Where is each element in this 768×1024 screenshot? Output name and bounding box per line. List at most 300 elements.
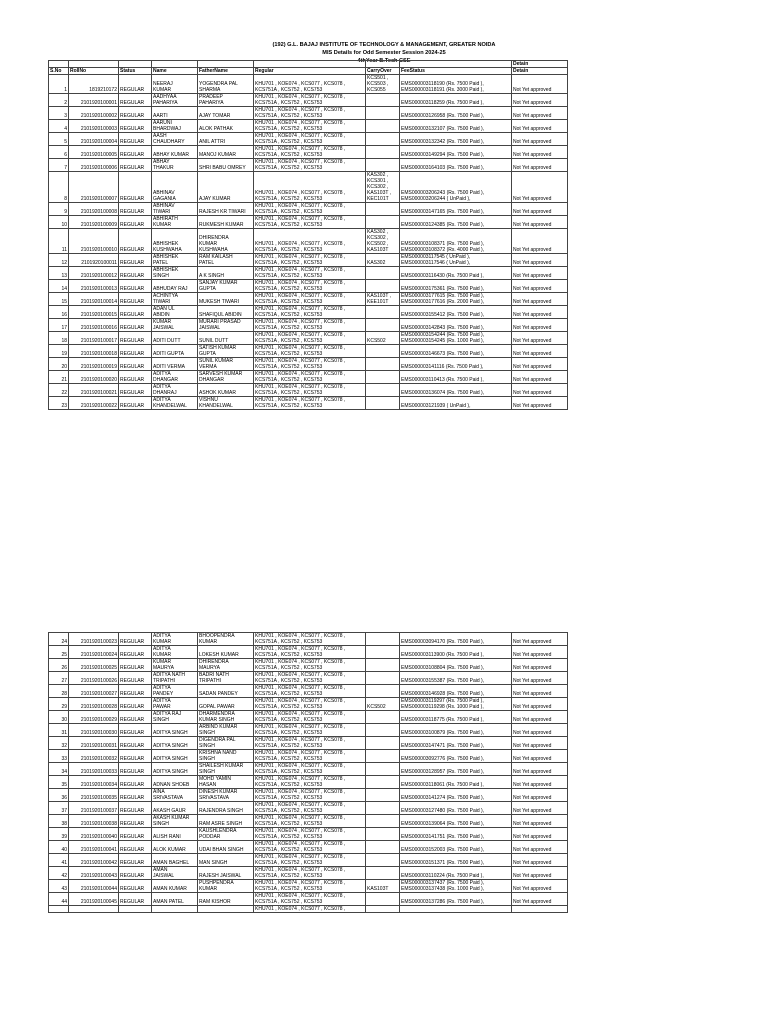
row-detain-status: Not Yet approved [512,685,568,698]
row-rollno: 2101920100031 [69,737,119,750]
row-father-name: ALOK PATHAK [198,120,254,133]
row-regular-subjects: KHU701 , KOE074 , KCS077 , KCS078 , KCS751A , KCS752 , KCS753 [254,763,366,776]
row-detain-status: Not Yet approved [512,750,568,763]
row-rollno: 2101920100032 [69,750,119,763]
row-status: REGULAR [119,120,152,133]
row-regular-subjects: KHU701 , KOE074 , KCS077 , KCS078 , KCS751A , KCS752 , KCS753 [254,633,366,646]
row-regular-subjects: KHU701 , KOE074 , KCS077 , KCS078 , KCS751A , KCS752 , KCS753 [254,172,366,203]
table-row [49,776,568,789]
row-carryover [366,146,400,159]
row-status: REGULAR [119,685,152,698]
row-carryover [366,397,400,410]
row-sno: 38 [49,815,69,828]
row-regular-subjects: KHU701 , KOE074 , KCS077 , KCS078 , KCS751A , KCS752 , KCS753 [254,306,366,319]
row-name: ABHAY KUMAR [152,146,198,159]
row-fee-status: EMS000003118061 (Rs. 7500 Paid ), [400,776,512,789]
row-sno: 10 [49,216,69,229]
table-row [49,345,568,358]
row-father-name: RAJESH KR TIWARI [198,203,254,216]
row-regular-subjects: KHU701 , KOE074 , KCS077 , KCS078 , KCS751A , KCS752 , KCS753 [254,672,366,685]
row-carryover [366,280,400,293]
row-name: ABHISHEK KUSHWAHA [152,229,198,254]
row-father-name: MANOJ KUMAR [198,146,254,159]
row-sno: 24 [49,633,69,646]
row-regular-subjects: KHU701 , KOE074 , KCS077 , KCS078 , KCS751A , KCS752 , KCS753 [254,267,366,280]
row-sno: 26 [49,659,69,672]
table-row [49,146,568,159]
row-fee-status: EMS000003132107 (Rs. 7500 Paid ), [400,120,512,133]
row-detain-status: Not Yet approved [512,867,568,880]
row-rollno: 2101920100013 [69,280,119,293]
row-carryover [366,841,400,854]
row-status: REGULAR [119,841,152,854]
row-carryover: KAS103T , KEE101T [366,293,400,306]
table-row [49,854,568,867]
row-father-name: PUSHPENDRA KUMAR [198,880,254,893]
row-fee-status: EMS000003146928 (Rs. 7500 Paid ), [400,685,512,698]
row-name: KUMAR JAISWAL [152,319,198,332]
row-carryover: KAS302 [366,254,400,267]
row-regular-subjects: KHU701 , KOE074 , KCS077 , KCS078 , KCS751A , KCS752 , KCS753 [254,397,366,410]
row-rollno [69,906,119,913]
row-name: ADITYA KUMAR [152,646,198,659]
row-detain-status: Not Yet approved [512,216,568,229]
student-table-page-1 [48,60,568,410]
row-father-name: SADAN PANDEY [198,685,254,698]
row-rollno: 2101920100006 [69,159,119,172]
row-name [152,906,198,913]
row-status: REGULAR [119,854,152,867]
row-status: REGULAR [119,267,152,280]
row-carryover [366,867,400,880]
col-detain-top: Detain [512,61,568,68]
row-detain-status: Not Yet approved [512,854,568,867]
row-father-name: SHAILESH KUMAR SINGH [198,763,254,776]
row-sno: 32 [49,737,69,750]
row-status: REGULAR [119,159,152,172]
table-row [49,75,568,94]
row-fee-status: EMS000003119297 (Rs. 7500 Paid ), EMS000003119298 (Rs. 1000 Paid ), [400,698,512,711]
table-row [49,358,568,371]
row-detain-status: Not Yet approved [512,776,568,789]
row-regular-subjects: KHU701 , KOE074 , KCS077 , KCS078 , KCS751A , KCS752 , KCS753 [254,371,366,384]
row-father-name: DINESH KUMAR SRIVASTAVA [198,789,254,802]
row-status: REGULAR [119,203,152,216]
row-detain-status: Not Yet approved [512,293,568,306]
row-father-name: RAM KAILASH PATEL [198,254,254,267]
row-name: ADITYA SINGH [152,724,198,737]
table-row [49,711,568,724]
row-fee-status: EMS000003139064 (Rs. 7500 Paid ), [400,815,512,828]
table-row [49,906,568,913]
row-detain-status: Not Yet approved [512,880,568,893]
row-status: REGULAR [119,867,152,880]
row-sno: 41 [49,854,69,867]
row-sno: 31 [49,724,69,737]
row-father-name: DHARMENDRA KUMAR SINGH [198,711,254,724]
row-name: ABHISHEK PATEL [152,254,198,267]
row-carryover [366,267,400,280]
row-fee-status: EMS000003177615 (Rs. 7500 Paid ), EMS000003177616 (Rs. 2000 Paid ), [400,293,512,306]
row-status: REGULAR [119,384,152,397]
row-father-name: SUNIL KUMAR VERMA [198,358,254,371]
row-regular-subjects: KHU701 , KOE074 , KCS077 , KCS078 , KCS751A , KCS752 , KCS753 [254,332,366,345]
row-sno: 44 [49,893,69,906]
row-sno: 37 [49,802,69,815]
row-father-name: RAJENDRA SINGH [198,802,254,815]
row-rollno: 2101920100018 [69,345,119,358]
row-status: REGULAR [119,332,152,345]
table-row [49,306,568,319]
row-fee-status: EMS000003110224 (Rs. 7500 Paid ), [400,867,512,880]
row-rollno: 2101920100045 [69,893,119,906]
row-detain-status: Not Yet approved [512,254,568,267]
row-regular-subjects: KHU701 , KOE074 , KCS077 , KCS078 , KCS751A , KCS752 , KCS753 [254,802,366,815]
report-subtitle: MIS Details for Odd Semester Session 2024-25 [322,50,446,56]
row-detain-status: Not Yet approved [512,332,568,345]
table-row [49,659,568,672]
row-name: AKASH KUMAR SINGH [152,815,198,828]
row-regular-subjects: KHU701 , KOE074 , KCS077 , KCS078 , KCS751A , KCS752 , KCS753 [254,750,366,763]
row-name: ABHAY THAKUR [152,159,198,172]
row-carryover [366,789,400,802]
row-fee-status: EMS000003141274 (Rs. 7500 Paid ), [400,789,512,802]
row-sno: 14 [49,280,69,293]
row-detain-status: Not Yet approved [512,698,568,711]
row-name: ADITI DUTT [152,332,198,345]
row-regular-subjects: KHU701 , KOE074 , KCS077 , KCS078 , KCS751A , KCS752 , KCS753 [254,711,366,724]
row-regular-subjects: KHU701 , KOE074 , KCS077 , KCS078 , KCS751A , KCS752 , KCS753 [254,133,366,146]
row-regular-subjects: KHU701 , KOE074 , KCS077 , KCS078 , [254,906,366,913]
table-row [49,203,568,216]
row-fee-status: EMS000003121939 ( UnPaid ), [400,397,512,410]
row-name: AMAN BAGHEL [152,854,198,867]
col-rollno: RollNo [69,68,119,75]
row-carryover [366,216,400,229]
table-row [49,293,568,306]
row-fee-status: EMS000003142843 (Rs. 7500 Paid ), [400,319,512,332]
row-sno [49,906,69,913]
row-name: ABHINAV GAGANIA [152,172,198,203]
row-regular-subjects: KHU701 , KOE074 , KCS077 , KCS078 , KCS751A , KCS752 , KCS753 [254,345,366,358]
row-status: REGULAR [119,345,152,358]
row-detain-status: Not Yet approved [512,267,568,280]
row-status: REGULAR [119,133,152,146]
row-status: REGULAR [119,828,152,841]
table-row [49,828,568,841]
row-rollno: 1819210172 [69,75,119,94]
row-fee-status: EMS000003118775 (Rs. 7500 Paid ), [400,711,512,724]
row-name: ADITYA SINGH [152,763,198,776]
row-fee-status [400,906,512,913]
row-father-name: RAJESH JAISWAL [198,867,254,880]
row-sno: 15 [49,293,69,306]
row-fee-status: EMS000003118190 (Rs. 7500 Paid ), EMS000003118191 (Rs. 3000 Paid ), [400,75,512,94]
table-row [49,737,568,750]
row-fee-status: EMS000003137437 (Rs. 7500 Paid ), EMS000003137438 (Rs. 1000 Paid ), [400,880,512,893]
row-fee-status: EMS000003094170 (Rs. 7500 Paid ), [400,633,512,646]
row-carryover [366,685,400,698]
row-carryover [366,776,400,789]
row-detain-status: Not Yet approved [512,229,568,254]
row-fee-status: EMS000003151371 (Rs. 7500 Paid ), [400,854,512,867]
row-detain-status: Not Yet approved [512,633,568,646]
row-rollno: 2101920100015 [69,306,119,319]
row-name: ADITYA PANDEY [152,685,198,698]
table-row [49,685,568,698]
row-rollno: 2101920100025 [69,659,119,672]
row-sno: 35 [49,776,69,789]
row-carryover: KAS302 , KCS301 , KCS302 , KAS103T , KEC101T [366,172,400,203]
row-detain-status: Not Yet approved [512,133,568,146]
row-name: ABHISHEK SINGH [152,267,198,280]
row-father-name: SUNIL DUTT [198,332,254,345]
col-detain: Detain [512,68,568,75]
row-father-name: SARVESH KUMAR DHANGAR [198,371,254,384]
row-carryover [366,672,400,685]
row-detain-status: Not Yet approved [512,763,568,776]
row-regular-subjects: KHU701 , KOE074 , KCS077 , KCS078 , KCS751A , KCS752 , KCS753 [254,776,366,789]
row-rollno: 2101920100033 [69,763,119,776]
row-name: AADHYAA PAHARIYA [152,94,198,107]
row-regular-subjects: KHU701 , KOE074 , KCS077 , KCS078 , KCS751A , KCS752 , KCS753 [254,685,366,698]
table-row [49,763,568,776]
row-carryover [366,893,400,906]
row-rollno: 2101920100012 [69,267,119,280]
row-status: REGULAR [119,737,152,750]
table-row [49,371,568,384]
row-sno: 43 [49,880,69,893]
row-carryover [366,646,400,659]
row-name: ABHIRATH KUMAR [152,216,198,229]
row-regular-subjects: KHU701 , KOE074 , KCS077 , KCS078 , KCS751A , KCS752 , KCS753 [254,75,366,94]
row-father-name: AJAY KUMAR [198,172,254,203]
student-table-page-2 [48,632,568,913]
row-status: REGULAR [119,815,152,828]
row-father-name: MOHD YAMIN HASAN [198,776,254,789]
row-father-name: SANJAY KUMAR GUPTA [198,280,254,293]
row-detain-status: Not Yet approved [512,646,568,659]
row-regular-subjects: KHU701 , KOE074 , KCS077 , KCS078 , KCS751A , KCS752 , KCS753 [254,789,366,802]
row-status: REGULAR [119,711,152,724]
row-sno: 4 [49,120,69,133]
row-regular-subjects: KHU701 , KOE074 , KCS077 , KCS078 , KCS751A , KCS752 , KCS753 [254,867,366,880]
row-carryover [366,815,400,828]
row-carryover [366,345,400,358]
table-row [49,646,568,659]
row-sno: 3 [49,107,69,120]
row-regular-subjects: KHU701 , KOE074 , KCS077 , KCS078 , KCS751A , KCS752 , KCS753 [254,146,366,159]
row-name: AMAN KUMAR [152,880,198,893]
row-carryover [366,854,400,867]
row-fee-status: EMS000003108371 (Rs. 7500 Paid ), EMS000003108372 (Rs. 4000 Paid ), [400,229,512,254]
row-father-name: BHOOPENDRA KUMAR [198,633,254,646]
row-regular-subjects: KHU701 , KOE074 , KCS077 , KCS078 , KCS751A , KCS752 , KCS753 [254,815,366,828]
row-father-name: MUKESH TIWARI [198,293,254,306]
class-title: 4thYear B.Tech CSE [357,58,411,64]
table-row [49,672,568,685]
col-feestatus: FeeStatus [400,68,512,75]
table-row [49,633,568,646]
row-carryover [366,763,400,776]
row-status: REGULAR [119,646,152,659]
row-sno: 16 [49,306,69,319]
row-father-name: A K SINGH [198,267,254,280]
row-detain-status: Not Yet approved [512,371,568,384]
row-sno: 20 [49,358,69,371]
row-sno: 2 [49,94,69,107]
row-regular-subjects: KHU701 , KOE074 , KCS077 , KCS078 , KCS751A , KCS752 , KCS753 [254,107,366,120]
table-row [49,254,568,267]
row-regular-subjects: KHU701 , KOE074 , KCS077 , KCS078 , KCS751A , KCS752 , KCS753 [254,120,366,133]
row-regular-subjects: KHU701 , KOE074 , KCS077 , KCS078 , KCS751A , KCS752 , KCS753 [254,159,366,172]
row-sno: 8 [49,172,69,203]
row-status: REGULAR [119,776,152,789]
table-row [49,267,568,280]
row-regular-subjects: KHU701 , KOE074 , KCS077 , KCS078 , KCS751A , KCS752 , KCS753 [254,893,366,906]
row-name: ADITYA RAJ SINGH [152,711,198,724]
row-fee-status: EMS000003152003 (Rs. 7500 Paid ), [400,841,512,854]
row-carryover [366,906,400,913]
row-rollno: 2101920100022 [69,397,119,410]
row-carryover [366,120,400,133]
row-rollno: 2101920100035 [69,789,119,802]
row-name: ADITI VERMA [152,358,198,371]
row-status: REGULAR [119,293,152,306]
row-name: AARTI [152,107,198,120]
row-regular-subjects: KHU701 , KOE074 , KCS077 , KCS078 , KCS751A , KCS752 , KCS753 [254,698,366,711]
row-name: NEERAJ KUMAR [152,75,198,94]
row-rollno: 2101920100010 [69,229,119,254]
row-fee-status: EMS000003113900 (Rs. 7500 Paid ), [400,646,512,659]
row-detain-status: Not Yet approved [512,358,568,371]
row-father-name: ASHOK KUMAR [198,384,254,397]
table-row [49,384,568,397]
row-status: REGULAR [119,371,152,384]
row-sno: 1 [49,75,69,94]
row-name: ADITYA PAWAR [152,698,198,711]
row-fee-status: EMS000003206243 (Rs. 7500 Paid ), EMS000003206244 ( UnPaid ), [400,172,512,203]
table-row [49,107,568,120]
row-status: REGULAR [119,893,152,906]
row-carryover [366,107,400,120]
row-carryover [366,319,400,332]
row-fee-status: EMS000003155387 (Rs. 7500 Paid ), [400,672,512,685]
row-detain-status: Not Yet approved [512,384,568,397]
row-carryover [366,828,400,841]
row-fee-status: EMS000003146673 (Rs. 7500 Paid ), [400,345,512,358]
row-status: REGULAR [119,802,152,815]
row-name: AKASH GAUR [152,802,198,815]
row-detain-status: Not Yet approved [512,893,568,906]
table-row [49,216,568,229]
row-regular-subjects: KHU701 , KOE074 , KCS077 , KCS078 , KCS751A , KCS752 , KCS753 [254,358,366,371]
row-rollno: 2101920100044 [69,880,119,893]
row-father-name: VISHNU KHANDELWAL [198,397,254,410]
row-fee-status: EMS000003141116 (Rs. 7500 Paid ), [400,358,512,371]
row-regular-subjects: KHU701 , KOE074 , KCS077 , KCS078 , KCS751A , KCS752 , KCS753 [254,319,366,332]
row-sno: 33 [49,750,69,763]
row-rollno: 2101920100014 [69,293,119,306]
row-name: AINA SRIVASTAVA [152,789,198,802]
row-detain-status: Not Yet approved [512,711,568,724]
row-fee-status: EMS000003149294 (Rs. 7500 Paid ), [400,146,512,159]
row-carryover [366,659,400,672]
row-father-name: RAM ASRE SINGH [198,815,254,828]
col-status: Status [119,68,152,75]
row-status: REGULAR [119,280,152,293]
row-father-name: MURARI PRASAD JAISWAL [198,319,254,332]
row-sno: 34 [49,763,69,776]
row-rollno: 2101920100005 [69,146,119,159]
row-sno: 7 [49,159,69,172]
row-rollno: 2101920100026 [69,672,119,685]
row-sno: 6 [49,146,69,159]
row-carryover [366,203,400,216]
row-rollno: 2101920100019 [69,358,119,371]
table-row [49,172,568,203]
row-fee-status: EMS000003092776 (Rs. 7500 Paid ), [400,750,512,763]
row-rollno: 2101920100002 [69,107,119,120]
row-regular-subjects: KHU701 , KOE074 , KCS077 , KCS078 , KCS751A , KCS752 , KCS753 [254,880,366,893]
row-father-name: SATISH KUMAR GUPTA [198,345,254,358]
row-rollno: 2101920100024 [69,646,119,659]
table-row [49,880,568,893]
col-father: FatherName [198,68,254,75]
row-carryover [366,724,400,737]
row-fee-status: EMS000003136074 (Rs. 7500 Paid ), [400,384,512,397]
row-rollno: 2101920100038 [69,815,119,828]
row-carryover [366,737,400,750]
row-rollno: 2101920100023 [69,633,119,646]
row-father-name: BADRI NATH TRIPATHI [198,672,254,685]
row-father-name: RAM KISHOR [198,893,254,906]
table-row [49,229,568,254]
row-status: REGULAR [119,397,152,410]
row-detain-status: Not Yet approved [512,737,568,750]
row-sno: 21 [49,371,69,384]
row-father-name: LOKESH KUMAR [198,646,254,659]
row-detain-status: Not Yet approved [512,146,568,159]
row-father-name: MAN SINGH [198,854,254,867]
row-status: REGULAR [119,672,152,685]
row-rollno: 2101920100021 [69,384,119,397]
row-carryover: KAS103T [366,880,400,893]
row-detain-status: Not Yet approved [512,306,568,319]
row-carryover [366,358,400,371]
row-fee-status: EMS000003118259 (Rs. 7500 Paid ), [400,94,512,107]
row-carryover [366,633,400,646]
row-rollno: 2101920100011 [69,254,119,267]
row-father-name: SHAFIQUL ABIDIN [198,306,254,319]
row-fee-status: EMS000003128957 (Rs. 7500 Paid ), [400,763,512,776]
row-rollno: 2101920100003 [69,120,119,133]
row-detain-status: Not Yet approved [512,397,568,410]
row-detain-status: Not Yet approved [512,159,568,172]
row-rollno: 2101920100040 [69,828,119,841]
row-fee-status: EMS000003100879 (Rs. 7500 Paid ), [400,724,512,737]
row-detain-status: Not Yet approved [512,94,568,107]
row-fee-status: EMS000003147471 (Rs. 7500 Paid ), [400,737,512,750]
row-detain-status [512,906,568,913]
row-carryover [366,750,400,763]
row-detain-status: Not Yet approved [512,319,568,332]
row-status: REGULAR [119,763,152,776]
row-carryover [366,306,400,319]
row-fee-status: EMS000003154244 (Rs. 7500 Paid ), EMS000003154245 (Rs. 1000 Paid ), [400,332,512,345]
row-sno: 25 [49,646,69,659]
row-fee-status: EMS000003108804 (Rs. 7500 Paid ), [400,659,512,672]
